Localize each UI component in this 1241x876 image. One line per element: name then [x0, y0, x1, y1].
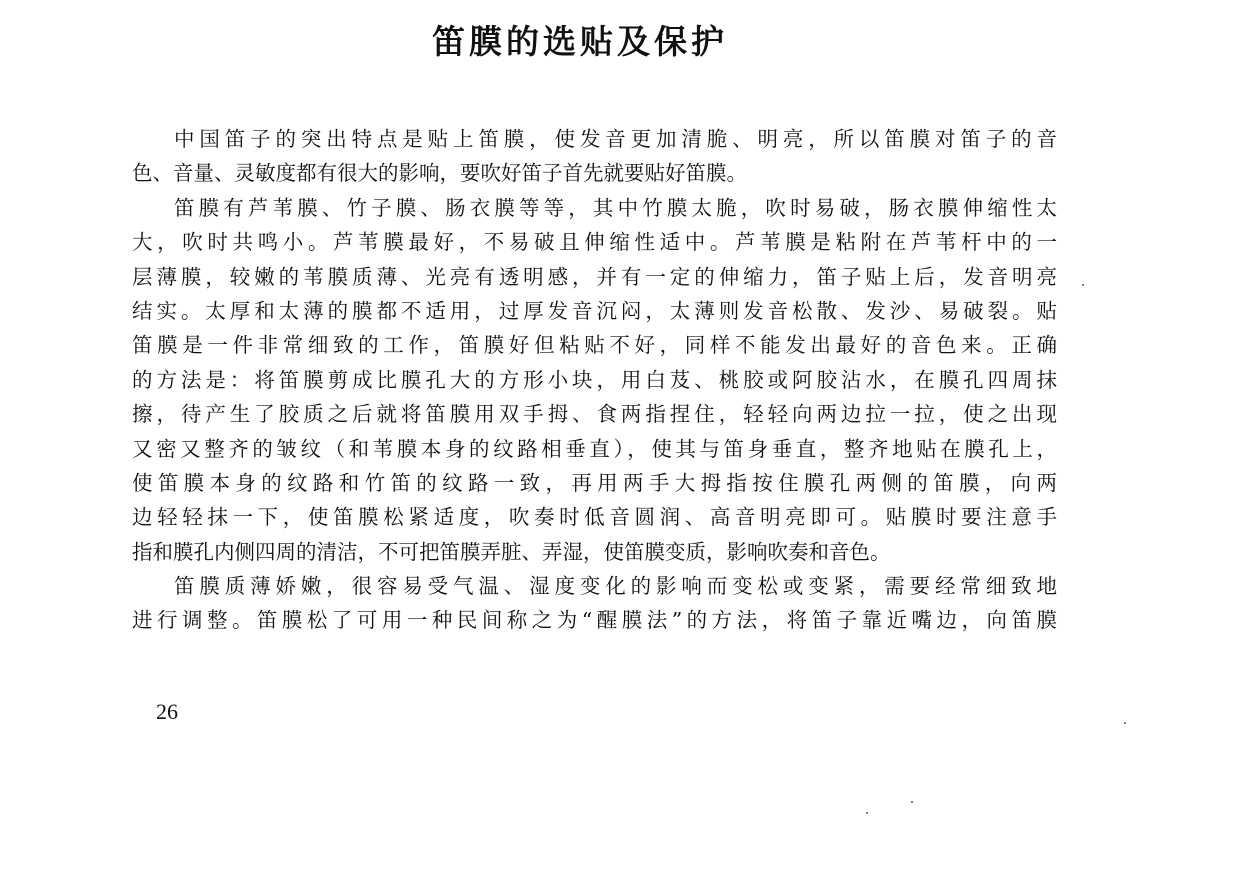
scan-speck — [866, 812, 868, 814]
text-line: 边轻轻抹一下，使笛膜松紧适度，吹奏时低音圆润、高音明亮即可。贴膜时要注意手 — [132, 505, 1057, 530]
text-line: 又密又整齐的皱纹（和苇膜本身的纹路相垂直），使其与笛身垂直，整齐地贴在膜孔上， — [132, 436, 1057, 461]
text-line: 笛膜质薄娇嫩，很容易受气温、湿度变化的影响而变松或变紧，需要经常细致地 — [174, 574, 1057, 599]
text-line: 使笛膜本身的纹路和竹笛的纹路一致，再用两手大拇指按住膜孔两侧的笛膜，向两 — [132, 470, 1057, 495]
text-line: 中国笛子的突出特点是贴上笛膜，使发音更加清脆、明亮，所以笛膜对笛子的音 — [174, 127, 1057, 151]
text-line: 结实。太厚和太薄的膜都不适用，过厚发音沉闷，太薄则发音松散、发沙、易破裂。贴 — [132, 298, 1057, 323]
text-line: 擦，待产生了胶质之后就将笛膜用双手拇、食两指捏住，轻轻向两边拉一拉，使之出现 — [132, 402, 1057, 427]
text-line: 指和膜孔内侧四周的清洁，不可把笛膜弄脏、弄湿，使笛膜变质，影响吹奏和音色。 — [132, 539, 891, 564]
text-line: 色、音量、灵敏度都有很大的影响，要吹好笛子首先就要贴好笛膜。 — [132, 161, 747, 186]
scan-speck — [1124, 722, 1126, 724]
text-line: 笛膜是一件非常细致的工作，笛膜好但粘贴不好，同样不能发出最好的音色来。正确 — [132, 333, 1057, 358]
text-line: 层薄膜，较嫩的苇膜质薄、光亮有透明感，并有一定的伸缩力，笛子贴上后，发音明亮 — [132, 264, 1057, 289]
text-line: 的方法是：将笛膜剪成比膜孔大的方形小块，用白芨、桃胶或阿胶沾水，在膜孔四周抹 — [132, 367, 1057, 392]
scan-speck — [1082, 284, 1084, 286]
text-line: 大，吹时共鸣小。芦苇膜最好，不易破且伸缩性适中。芦苇膜是粘附在芦苇杆中的一 — [132, 230, 1057, 255]
scan-speck — [911, 801, 913, 803]
text-line: 进行调整。笛膜松了可用一种民间称之为“醒膜法”的方法，将笛子靠近嘴边，向笛膜 — [132, 608, 1057, 633]
page-title: 笛膜的选贴及保护 — [432, 22, 728, 61]
page-number: 26 — [156, 699, 178, 724]
text-line: 笛膜有芦苇膜、竹子膜、肠衣膜等等，其中竹膜太脆，吹时易破，肠衣膜伸缩性太 — [174, 195, 1057, 220]
body-text — [132, 122, 1057, 638]
